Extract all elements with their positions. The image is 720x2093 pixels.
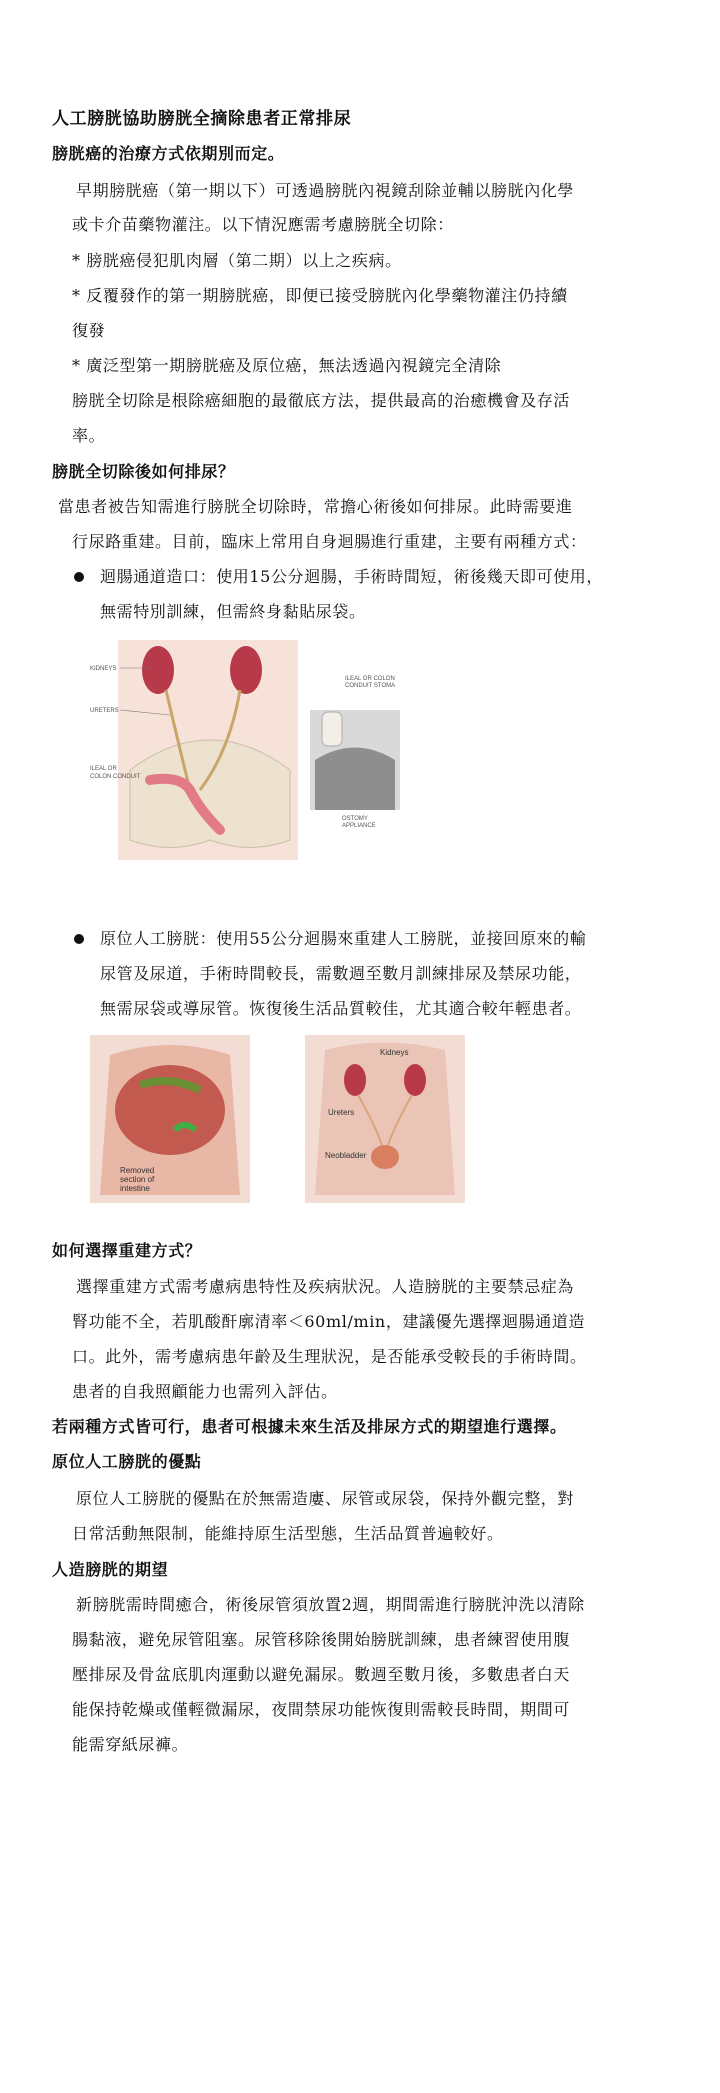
paragraph-line: 當患者被告知需進行膀胱全切除時，常擔心術後如何排尿。此時需要進 — [58, 497, 573, 516]
label-kidneys: Kidneys — [380, 1048, 409, 1057]
paragraph-line: 日常活動無限制，能維持原生活型態，生活品質普遍較好。 — [72, 1524, 504, 1543]
label-intestine: intestine — [120, 1184, 150, 1193]
ostomy-bag — [322, 712, 342, 746]
label-ureters: Ureters — [328, 1108, 355, 1117]
treatment-heading: 膀胱癌的治療方式依期別而定。 — [52, 144, 285, 163]
label-section-of: section of — [120, 1175, 155, 1184]
label-kidneys: KIDNEYS — [90, 666, 117, 672]
bullet-item-line: 原位人工膀胱：使用55公分迴腸來重建人工膀胱，並接回原來的輸 — [100, 929, 587, 948]
paragraph-line: 膀胱全切除是根除癌細胞的最徹底方法，提供最高的治癒機會及存活 — [72, 391, 571, 410]
label-neobladder: Neobladder — [325, 1151, 367, 1160]
right-kidney — [230, 646, 262, 694]
left-kidney — [344, 1064, 366, 1096]
label-ureters: URETERS — [90, 708, 119, 714]
list-item: * 膀胱癌侵犯肌肉層（第二期）以上之疾病。 — [72, 251, 402, 270]
paragraph-line: 或卡介苗藥物灌注。以下情況應需考慮膀胱全切除： — [72, 215, 454, 234]
choose-conclusion: 若兩種方式皆可行，患者可根據未來生活及排尿方式的期望進行選擇。 — [52, 1417, 567, 1436]
torso-shape — [315, 1043, 455, 1196]
right-kidney — [404, 1064, 426, 1096]
paragraph-line: 率。 — [72, 426, 106, 445]
paragraph-line: 腸黏液，避免尿管阻塞。尿管移除後開始膀胱訓練，患者練習使用腹 — [72, 1630, 571, 1649]
urination-heading: 膀胱全切除後如何排尿？ — [52, 462, 235, 481]
bullet-item-line: 迴腸通道造口：使用15公分迴腸，手術時間短，術後幾天即可使用， — [100, 567, 603, 586]
paragraph-line: 選擇重建方式需考慮病患特性及疾病狀況。人造膀胱的主要禁忌症為 — [76, 1277, 575, 1296]
paragraph-line: 腎功能不全，若肌酸酐廓清率＜60ml/min，建議優先選擇迴腸通道造 — [72, 1312, 586, 1331]
choose-heading: 如何選擇重建方式？ — [52, 1241, 202, 1260]
list-item-continued: 復發 — [72, 321, 106, 340]
neobladder-illustration — [90, 1035, 470, 1203]
bullet-item-line: 無需尿袋或導尿管。恢復後生活品質較佳，尤其適合較年輕患者。 — [100, 999, 582, 1018]
label-ileal-or: ILEAL OR — [90, 766, 117, 772]
list-item: * 反覆發作的第一期膀胱癌，即便已接受膀胱內化學藥物灌注仍持續 — [72, 286, 568, 305]
paragraph-line: 患者的自我照顧能力也需列入評估。 — [72, 1382, 338, 1401]
paragraph-line: 能保持乾燥或僅輕微漏尿，夜間禁尿功能恢復則需較長時間，期間可 — [72, 1700, 571, 1719]
label-colon-conduit: COLON CONDUIT — [90, 774, 141, 780]
label-removed: Removed — [120, 1166, 155, 1175]
page-title: 人工膀胱協助膀胱全摘除患者正常排尿 — [52, 109, 352, 129]
expectation-heading: 人造膀胱的期望 — [52, 1560, 169, 1579]
paragraph-line: 能需穿紙尿褲。 — [72, 1735, 189, 1754]
ileal-conduit-illustration — [90, 640, 410, 860]
label-appliance: APPLIANCE — [342, 823, 376, 829]
list-item: * 廣泛型第一期膀胱癌及原位癌，無法透過內視鏡完全清除 — [72, 356, 502, 375]
pelvis-shape — [130, 740, 290, 848]
label-stoma-line1: ILEAL OR COLON — [345, 676, 395, 682]
paragraph-line: 早期膀胱癌（第一期以下）可透過膀胱內視鏡刮除並輔以膀胱內化學 — [76, 181, 575, 200]
paragraph-line: 原位人工膀胱的優點在於無需造廔、尿管或尿袋，保持外觀完整，對 — [76, 1489, 575, 1508]
paragraph-line: 行尿路重建。目前，臨床上常用自身迴腸進行重建，主要有兩種方式： — [72, 532, 587, 551]
left-kidney — [142, 646, 174, 694]
bullet-item-line: 無需特別訓練，但需終身黏貼尿袋。 — [100, 602, 366, 621]
paragraph-line: 新膀胱需時間癒合，術後尿管須放置2週，期間需進行膀胱沖洗以清除 — [76, 1595, 585, 1614]
underwear-shape — [315, 748, 395, 811]
bullet-dot — [74, 572, 84, 582]
label-ostomy: OSTOMY — [342, 816, 368, 822]
paragraph-line: 壓排尿及骨盆底肌肉運動以避免漏尿。數週至數月後，多數患者白天 — [72, 1665, 571, 1684]
bullet-dot — [74, 934, 84, 944]
paragraph-line: 口。此外，需考慮病患年齡及生理狀況，是否能承受較長的手術時間。 — [72, 1347, 587, 1366]
advantages-heading: 原位人工膀胱的優點 — [52, 1452, 202, 1471]
neobladder — [371, 1145, 399, 1169]
bullet-item-line: 尿管及尿道，手術時間較長，需數週至數月訓練排尿及禁尿功能， — [100, 964, 582, 983]
label-stoma-line2: CONDUIT STOMA — [345, 683, 396, 689]
